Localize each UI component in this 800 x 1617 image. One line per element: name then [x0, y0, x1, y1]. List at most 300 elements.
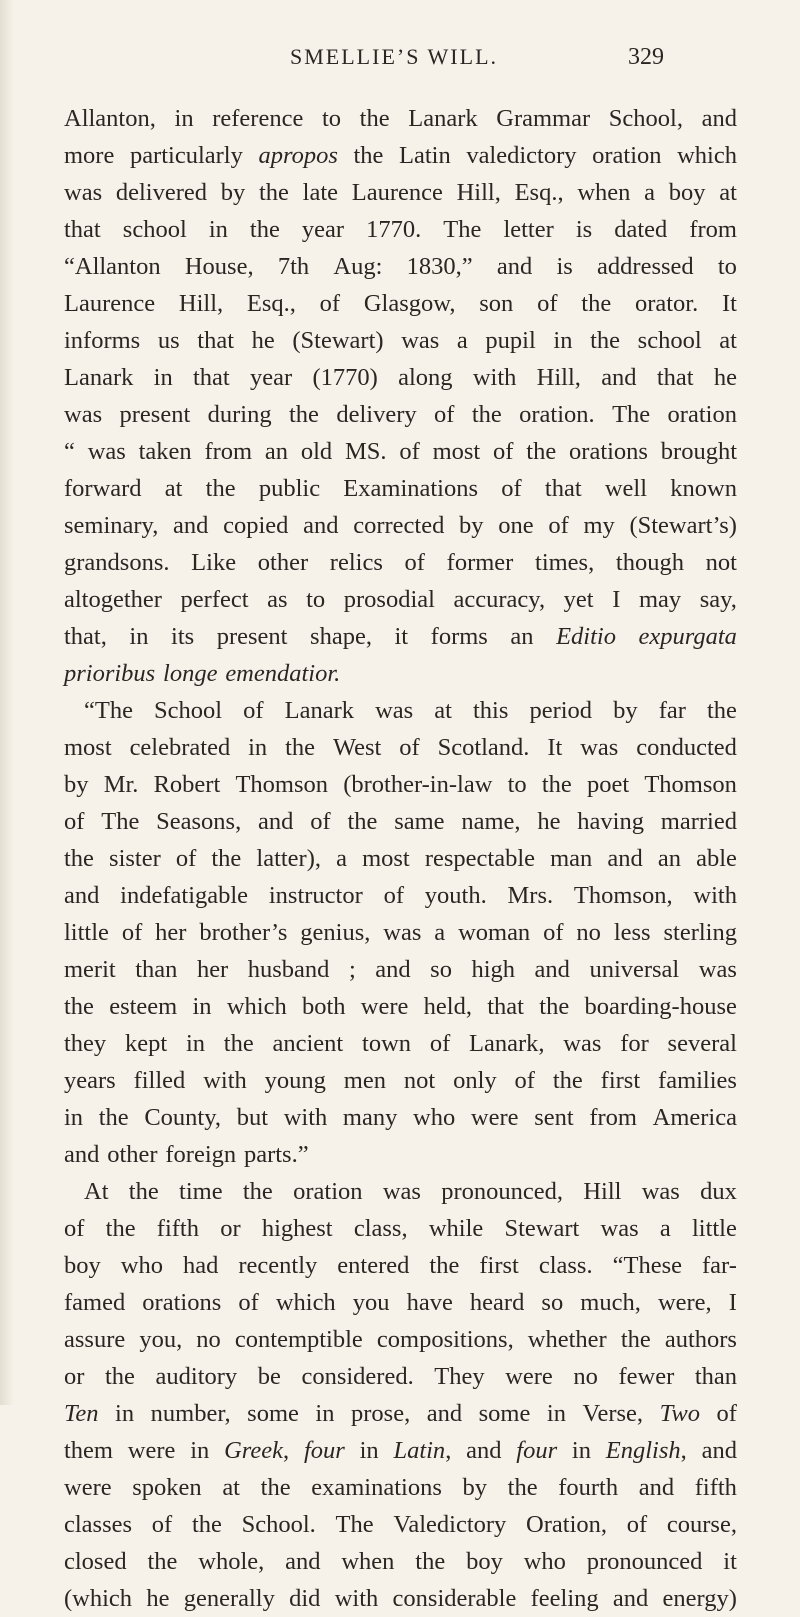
word-token: the — [211, 845, 242, 872]
word — [64, 507, 158, 544]
word-token: the — [289, 401, 319, 428]
word — [175, 100, 194, 137]
word — [186, 1025, 205, 1062]
word — [64, 729, 112, 766]
word — [407, 1284, 453, 1321]
word-token: he — [251, 327, 275, 354]
word-token: having — [577, 808, 644, 835]
word — [434, 914, 445, 951]
word-token: public — [258, 475, 321, 502]
word-token: the — [249, 216, 280, 243]
word — [614, 914, 651, 951]
word-token: husband — [247, 956, 330, 983]
word-token: of — [429, 1030, 451, 1057]
word — [658, 840, 681, 877]
word — [597, 248, 694, 285]
word-token: were — [64, 1474, 112, 1501]
word — [163, 655, 217, 692]
word — [128, 1432, 176, 1469]
text-line — [64, 174, 737, 211]
word-token: than — [135, 956, 178, 983]
word — [353, 507, 444, 544]
word-token: of — [514, 1067, 535, 1094]
word — [719, 322, 737, 359]
word-token: the — [581, 290, 612, 317]
word — [639, 1469, 674, 1506]
word — [171, 618, 194, 655]
word-token: an — [510, 623, 534, 650]
word — [284, 1099, 328, 1136]
word-token: number, — [150, 1400, 231, 1427]
word-token: orations — [569, 438, 648, 465]
word — [361, 988, 409, 1025]
word-token: Glasgow, — [363, 290, 456, 317]
word-token: class, — [353, 1215, 408, 1242]
word-token: It — [547, 734, 563, 761]
word — [700, 581, 737, 618]
word-token: other — [107, 1141, 158, 1168]
word-token: the — [539, 993, 570, 1020]
word-token: of — [121, 919, 143, 946]
word-token: you — [352, 1289, 390, 1316]
word — [556, 618, 616, 655]
word-token: by — [459, 512, 484, 539]
word-token: , — [680, 1437, 687, 1464]
word-token: woman — [458, 919, 531, 946]
word-token: examinations — [311, 1474, 442, 1501]
word — [424, 988, 472, 1025]
word — [353, 1284, 390, 1321]
word — [304, 1432, 345, 1469]
word — [535, 951, 570, 988]
word-token: much, — [580, 1289, 641, 1316]
word-token: dux — [700, 1178, 737, 1205]
word-token: he — [537, 808, 561, 835]
word — [524, 1543, 566, 1580]
word-token: though — [615, 549, 684, 576]
word — [179, 285, 223, 322]
word — [429, 1247, 459, 1284]
word — [360, 1432, 379, 1469]
word-token: oration. — [519, 401, 595, 428]
word — [64, 137, 114, 174]
word-token: the — [64, 845, 94, 872]
word — [587, 1543, 703, 1580]
word-token: oration — [667, 401, 737, 428]
word — [157, 1210, 199, 1247]
word-token: is — [556, 253, 573, 280]
word-token: prose, — [351, 1400, 411, 1427]
word — [658, 1062, 737, 1099]
word-token: were — [470, 1104, 519, 1131]
word-token: first — [479, 1252, 519, 1279]
word — [537, 803, 560, 840]
word-token: indefatigable — [120, 882, 249, 909]
word — [247, 285, 296, 322]
word-token: sent — [534, 1104, 574, 1131]
word-token: closed — [64, 1548, 127, 1575]
text-line — [64, 507, 737, 544]
word-token: ; — [348, 956, 356, 983]
word — [312, 359, 377, 396]
word-token: young — [264, 1067, 326, 1094]
word — [362, 840, 410, 877]
word — [248, 729, 267, 766]
word — [569, 433, 648, 470]
word-token: , — [283, 1437, 290, 1464]
word-token: House, — [184, 253, 254, 280]
text-line — [64, 1580, 737, 1617]
word-token: in — [571, 1437, 591, 1464]
word-token: with — [283, 1104, 328, 1131]
word-token: and — [375, 956, 411, 983]
word-token: and — [258, 808, 294, 835]
word-token: apropos — [258, 142, 338, 169]
word-token: in — [208, 216, 228, 243]
word — [285, 1543, 320, 1580]
word-token: the — [429, 1252, 460, 1279]
word-token: The — [101, 808, 140, 835]
word — [589, 1099, 637, 1136]
word — [638, 322, 702, 359]
word — [302, 211, 344, 248]
word — [64, 766, 89, 803]
word-token: parts.” — [243, 1141, 309, 1168]
word — [425, 877, 487, 914]
word — [252, 322, 275, 359]
word — [301, 1358, 413, 1395]
word-token: of — [243, 697, 264, 724]
word-token: by — [613, 697, 638, 724]
word-token: the — [105, 1215, 136, 1242]
word-token: the — [64, 993, 94, 1020]
word — [545, 470, 582, 507]
word — [347, 803, 377, 840]
word-token: entered — [337, 1252, 410, 1279]
word-token: most — [432, 438, 481, 465]
word-token: (Stewart’s) — [629, 512, 737, 539]
word-token: of — [64, 808, 85, 835]
word — [644, 174, 655, 211]
word — [129, 618, 148, 655]
word-token: the — [191, 1511, 222, 1538]
word-token: one — [498, 512, 534, 539]
word-token: Ten — [64, 1400, 99, 1427]
word — [642, 1173, 680, 1210]
word-token: to — [321, 105, 342, 132]
word-token: and — [466, 1437, 502, 1464]
word-token: instructor — [268, 882, 363, 909]
word — [265, 433, 288, 470]
text-line — [64, 544, 737, 581]
word-token: have — [406, 1289, 453, 1316]
word-token: year — [250, 364, 293, 391]
word — [64, 1469, 112, 1506]
word-token: fifth — [694, 1474, 737, 1501]
word — [393, 1432, 451, 1469]
word — [398, 359, 452, 396]
word — [718, 248, 737, 285]
word — [375, 951, 410, 988]
word — [335, 1580, 379, 1617]
word — [627, 1506, 647, 1543]
word — [430, 1025, 450, 1062]
text-line — [64, 729, 737, 766]
word-token: to — [306, 586, 326, 613]
word-token: foreign — [165, 1141, 237, 1168]
word — [471, 951, 515, 988]
word-token: Grammar — [496, 105, 591, 132]
word-token: able — [696, 845, 737, 872]
word-token: the — [223, 1030, 254, 1057]
word — [223, 507, 288, 544]
word — [343, 1099, 397, 1136]
word-token: her — [155, 919, 187, 946]
word-token: from — [204, 438, 253, 465]
text-line — [64, 581, 737, 618]
word — [592, 137, 661, 174]
word-token: from — [589, 1104, 637, 1131]
word — [463, 1469, 488, 1506]
word-token: the — [353, 142, 384, 169]
word-token: the — [541, 771, 572, 798]
word-token: “Allanton — [64, 253, 161, 280]
word-token: present — [216, 623, 288, 650]
word — [660, 1210, 671, 1247]
word-token: say, — [699, 586, 737, 613]
word-token: was — [87, 438, 126, 465]
word — [663, 1580, 737, 1617]
word — [64, 1210, 84, 1247]
word-token: respectable — [424, 845, 536, 872]
word — [336, 1506, 374, 1543]
word-token: that — [544, 475, 582, 502]
word — [582, 1395, 643, 1432]
word-token: a — [434, 919, 446, 946]
word — [238, 1247, 317, 1284]
word-token: boy — [668, 179, 706, 206]
word-token: it — [394, 623, 409, 650]
word-token: no — [573, 1363, 598, 1390]
word — [224, 1432, 289, 1469]
word — [508, 766, 527, 803]
word-token: and — [701, 105, 737, 132]
word — [64, 1358, 84, 1395]
word — [64, 248, 161, 285]
word — [142, 1284, 221, 1321]
word-token: town — [362, 1030, 412, 1057]
text-line — [64, 1543, 737, 1580]
word — [64, 322, 140, 359]
word-token: no — [196, 1326, 221, 1353]
word-token: Lanark — [64, 364, 134, 391]
word — [285, 692, 354, 729]
word-token: period — [529, 697, 593, 724]
word-token: considerable — [392, 1585, 517, 1612]
word — [635, 285, 698, 322]
word — [668, 396, 737, 433]
text-line — [64, 1025, 737, 1062]
word-token: orations — [142, 1289, 222, 1316]
word-token: Hill, — [456, 179, 501, 206]
word-token: The — [612, 401, 651, 428]
word — [212, 100, 303, 137]
word-token: School — [154, 697, 223, 724]
word-token: to — [717, 253, 737, 280]
word-token: Stewart — [504, 1215, 580, 1242]
word-token: course, — [666, 1511, 737, 1538]
word — [221, 174, 246, 211]
word-token: and — [285, 1548, 321, 1575]
word — [173, 507, 208, 544]
word — [459, 507, 484, 544]
word-token: of — [383, 882, 404, 909]
word — [278, 248, 309, 285]
text-line — [64, 211, 737, 248]
word — [139, 433, 192, 470]
word — [88, 433, 126, 470]
word — [104, 766, 139, 803]
word-token: its — [171, 623, 195, 650]
word — [344, 581, 435, 618]
word-token: with — [693, 882, 737, 909]
word-token: year — [301, 216, 345, 243]
word-token: a — [644, 179, 656, 206]
word — [670, 470, 737, 507]
word — [303, 174, 338, 211]
word-token: Laurence — [351, 179, 443, 206]
word-token: far- — [702, 1252, 737, 1279]
word-token: my — [583, 512, 615, 539]
word — [366, 211, 421, 248]
text-line — [64, 1173, 737, 1210]
word — [256, 840, 321, 877]
word-token: addressed — [597, 253, 694, 280]
text-line — [64, 840, 737, 877]
word-token: the — [507, 1474, 538, 1501]
word-token: other — [257, 549, 309, 576]
word — [64, 1247, 101, 1284]
word-token: and — [303, 512, 339, 539]
word-token: was — [580, 734, 619, 761]
word — [692, 1210, 737, 1247]
word-token: brought — [660, 438, 737, 465]
word-token: prosodial — [343, 586, 435, 613]
word — [353, 137, 383, 174]
word-token: which — [226, 993, 287, 1020]
word-token: in — [64, 1104, 84, 1131]
word-token: of — [319, 290, 341, 317]
word — [581, 285, 611, 322]
word-token: not — [705, 549, 737, 576]
body-text — [64, 100, 737, 1617]
word-token: of — [716, 1400, 737, 1427]
word-token: at — [719, 327, 737, 354]
text-line — [64, 359, 737, 396]
word-token: particularly — [129, 142, 243, 169]
word-token: delivery — [336, 401, 417, 428]
word — [292, 322, 383, 359]
word-token: the — [260, 1474, 291, 1501]
word-token: was — [600, 1215, 639, 1242]
word — [658, 1284, 712, 1321]
word — [64, 211, 101, 248]
word — [515, 174, 564, 211]
word — [613, 692, 638, 729]
word-token: was — [401, 327, 440, 354]
word-token: in — [190, 1437, 210, 1464]
word — [267, 581, 287, 618]
word-token: It — [722, 290, 737, 317]
word — [501, 470, 521, 507]
word — [101, 803, 139, 840]
word-token: high — [471, 956, 516, 983]
word — [607, 840, 642, 877]
word-token: they — [64, 1030, 107, 1057]
text-line — [64, 285, 737, 322]
word-token: letter — [503, 216, 554, 243]
word — [534, 1099, 573, 1136]
word — [659, 692, 686, 729]
word — [289, 1580, 320, 1617]
word-token: years — [64, 1067, 116, 1094]
word-token: auditory — [155, 1363, 238, 1390]
word — [64, 1062, 116, 1099]
word — [665, 1321, 737, 1358]
word-token: times, — [535, 549, 595, 576]
text-line — [64, 1358, 737, 1395]
word-token: families — [658, 1067, 737, 1094]
word-token: and — [534, 956, 570, 983]
word — [130, 729, 231, 766]
word — [508, 877, 554, 914]
word-token: (Stewart) — [292, 327, 384, 354]
word — [344, 1062, 386, 1099]
word-token: kept — [124, 1030, 168, 1057]
word — [258, 803, 293, 840]
word-token: the — [526, 438, 557, 465]
word — [729, 1284, 737, 1321]
word — [243, 692, 263, 729]
word-token: he — [713, 364, 737, 391]
word-token: valedictory — [466, 142, 577, 169]
word-token: with — [334, 1585, 379, 1612]
word — [242, 1506, 316, 1543]
word-token: Lanark — [408, 105, 478, 132]
word — [529, 692, 592, 729]
word-token: not — [403, 1067, 436, 1094]
word-token: a — [336, 845, 347, 872]
word-token: brother’s — [199, 919, 288, 946]
word-token: with — [472, 364, 517, 391]
word — [349, 951, 356, 988]
word-token: and — [64, 1141, 100, 1168]
word — [64, 470, 142, 507]
word-token: some — [247, 1400, 299, 1427]
word-token: considered. — [301, 1363, 414, 1390]
word-token: of — [399, 438, 420, 465]
word — [105, 1358, 135, 1395]
word — [64, 1136, 99, 1173]
word — [343, 470, 478, 507]
word-token: Latin — [393, 1437, 446, 1464]
word-token: had — [182, 1252, 219, 1279]
text-line — [64, 1321, 737, 1358]
word — [211, 840, 241, 877]
text-line — [64, 100, 737, 137]
word-token: boy — [64, 1252, 101, 1279]
word-token: in — [546, 1400, 566, 1427]
